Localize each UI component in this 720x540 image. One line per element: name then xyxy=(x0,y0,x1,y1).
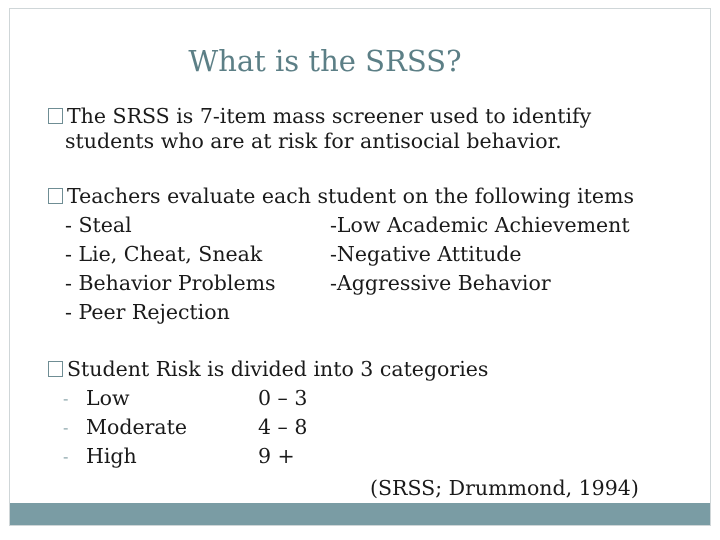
item-left: - Behavior Problems xyxy=(65,271,276,295)
list-item xyxy=(0,269,720,298)
list-item xyxy=(0,211,720,240)
bullet-srss-definition xyxy=(48,102,591,160)
list-item xyxy=(0,240,720,269)
bullet-risk-categories xyxy=(48,355,488,384)
footer-bar xyxy=(10,503,710,525)
risk-label: High xyxy=(86,444,137,468)
risk-range: 9 + xyxy=(258,444,295,468)
list-item xyxy=(0,384,720,413)
bullet-text: Student Risk is divided into 3 categories xyxy=(67,357,489,381)
item-left: - Lie, Cheat, Sneak xyxy=(65,242,263,266)
square-bullet-icon xyxy=(48,361,63,377)
list-item xyxy=(0,442,720,471)
item-left: - Steal xyxy=(65,213,132,237)
item-right: -Aggressive Behavior xyxy=(330,271,551,295)
item-right: -Low Academic Achievement xyxy=(330,213,630,237)
dash-bullet: - xyxy=(63,389,69,408)
dash-bullet: - xyxy=(63,447,69,466)
square-bullet-icon xyxy=(48,108,63,124)
list-item xyxy=(0,298,720,327)
square-bullet-icon xyxy=(48,188,63,204)
bullet-text: Teachers evaluate each student on the following items xyxy=(67,184,634,208)
citation: (SRSS; Drummond, 1994) xyxy=(370,476,639,500)
bullet-text-continuation: students who are at risk for antisocial behavior. xyxy=(65,129,562,153)
bullet-teacher-items xyxy=(48,182,634,211)
risk-label: Low xyxy=(86,386,130,410)
slide-title: What is the SRSS? xyxy=(188,44,462,78)
items-list xyxy=(0,211,720,327)
bullet-text: The SRSS is 7-item mass screener used to identify xyxy=(67,104,592,128)
risk-label: Moderate xyxy=(86,415,187,439)
dash-bullet: - xyxy=(63,418,69,437)
risk-category-list xyxy=(0,384,720,471)
risk-range: 0 – 3 xyxy=(258,386,308,410)
item-right: -Negative Attitude xyxy=(330,242,522,266)
list-item xyxy=(0,413,720,442)
item-left: - Peer Rejection xyxy=(65,300,230,324)
risk-range: 4 – 8 xyxy=(258,415,308,439)
